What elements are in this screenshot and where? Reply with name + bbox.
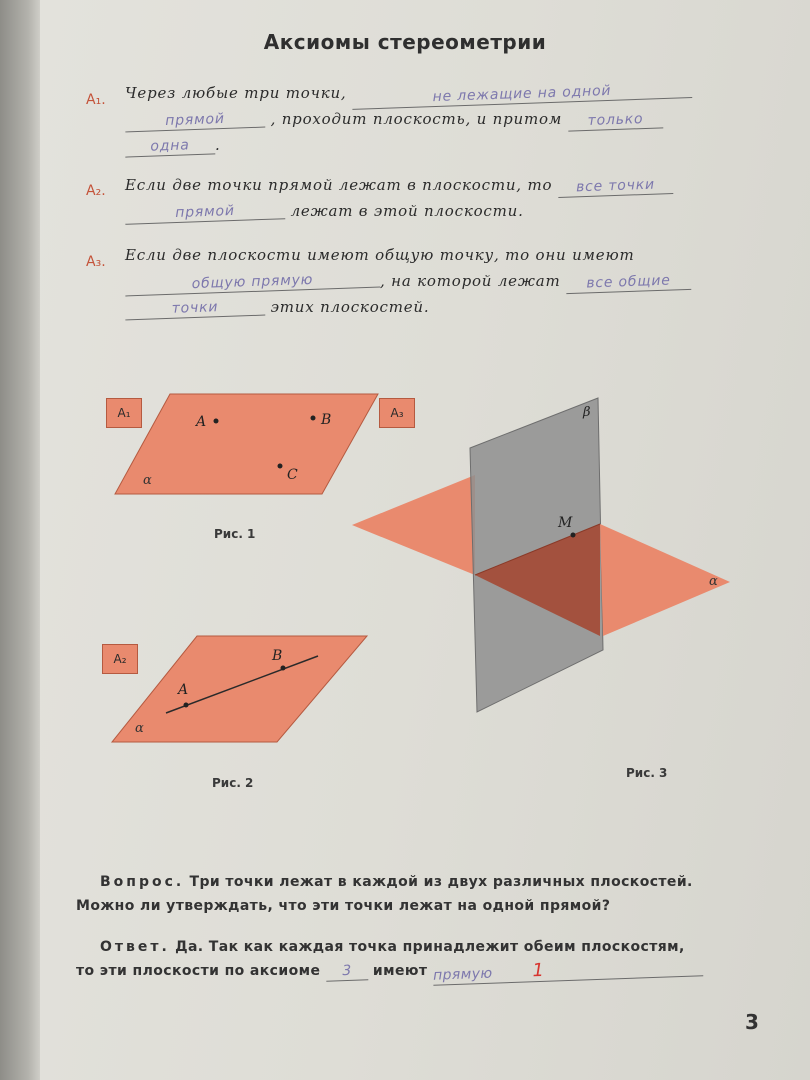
answer-text-3: имеют [372, 963, 428, 979]
answer-handwritten-word: прямую [432, 965, 493, 984]
figure-1-label-c: C [287, 467, 298, 483]
axiom-3-text-2: , на которой лежат [380, 272, 561, 290]
figure-3-point-m [571, 533, 576, 538]
axiom-2-label: A₂. [86, 183, 106, 199]
figure-1-caption: Рис. 1 [214, 527, 256, 541]
answer-handwritten-axiom: 3 [325, 961, 368, 981]
question-label: Вопрос. [100, 874, 185, 890]
figure-1-label-b: B [321, 412, 332, 428]
axiom-1-handwritten-1: не лежащие на одной [352, 79, 692, 110]
figure-3-axiom-box: A₃ [379, 398, 415, 428]
axiom-2-text-1: Если две точки прямой лежат в плоскости, то [125, 176, 553, 194]
axiom-3-text-1: Если две плоскости имеют общую точку, то они имеют [125, 246, 635, 264]
axiom-3-handwritten-2: все общие [566, 271, 692, 294]
figure-3-caption: Рис. 3 [626, 766, 668, 780]
figure-3-label-m: M [558, 515, 573, 531]
axiom-2-handwritten-1: все точки [558, 175, 674, 198]
axiom-1-handwritten-4: одна [125, 135, 216, 157]
teacher-mark: 1 [531, 959, 545, 982]
axiom-1-text-1: Через любые три точки, [125, 84, 347, 102]
figure-1-point-b [311, 416, 316, 421]
figure-2-point-b [281, 666, 286, 671]
figure-1-label-alpha: α [143, 473, 152, 488]
axiom-1-handwritten-3: только [567, 109, 663, 131]
axiom-3-handwritten-3: точки [125, 297, 266, 321]
figure-1-plane [115, 394, 378, 494]
axiom-3-label: A₃. [86, 254, 106, 270]
axiom-3-handwritten-1: общую прямую [125, 269, 381, 297]
figure-1-point-c [278, 464, 283, 469]
axiom-1-text-3: . [215, 136, 221, 154]
answer-label: Ответ. [100, 939, 170, 955]
figure-1-axiom-box: A₁ [106, 398, 142, 428]
figure-2-caption: Рис. 2 [212, 776, 254, 790]
figure-2-label-b: B [272, 648, 283, 664]
figure-3-label-alpha: α [709, 574, 718, 589]
axiom-1-text-2: , проходит плоскость, и притом [270, 110, 563, 128]
figure-2-axiom-box: A₂ [102, 644, 138, 674]
axiom-1-label: A₁. [86, 92, 106, 108]
figure-2-point-a [184, 703, 189, 708]
answer-text-1: Да. Так как каждая точка принадлежит обеим плоскостям, [175, 939, 685, 955]
figure-2-label-a: A [178, 682, 189, 698]
figure-3-label-beta: β [583, 405, 591, 420]
figure-2-label-alpha: α [135, 721, 144, 736]
figure-1-label-a: A [196, 414, 207, 430]
page-title: Аксиомы стереометрии [263, 30, 547, 54]
figure-2-plane [112, 636, 367, 742]
page-number: 3 [745, 1010, 759, 1034]
answer-text-2: то эти плоскости по аксиоме [76, 963, 321, 979]
axiom-1-handwritten-2: прямой [125, 109, 266, 133]
question-block [76, 870, 780, 918]
axiom-2-text-2: лежат в этой плоскости. [290, 202, 524, 220]
question-text-2: Можно ли утверждать, что эти точки лежат на одной прямой? [76, 898, 611, 914]
axiom-3-text-3: этих плоскостей. [270, 298, 430, 316]
axiom-2-handwritten-2: прямой [125, 200, 286, 225]
figure-1-point-a [214, 419, 219, 424]
answer-handwritten-answer [432, 956, 703, 985]
figure-3-plane-alpha-left [352, 475, 475, 575]
question-text-1: Три точки лежат в каждой из двух различных плоскостей. [189, 874, 693, 890]
answer-block [76, 935, 790, 984]
